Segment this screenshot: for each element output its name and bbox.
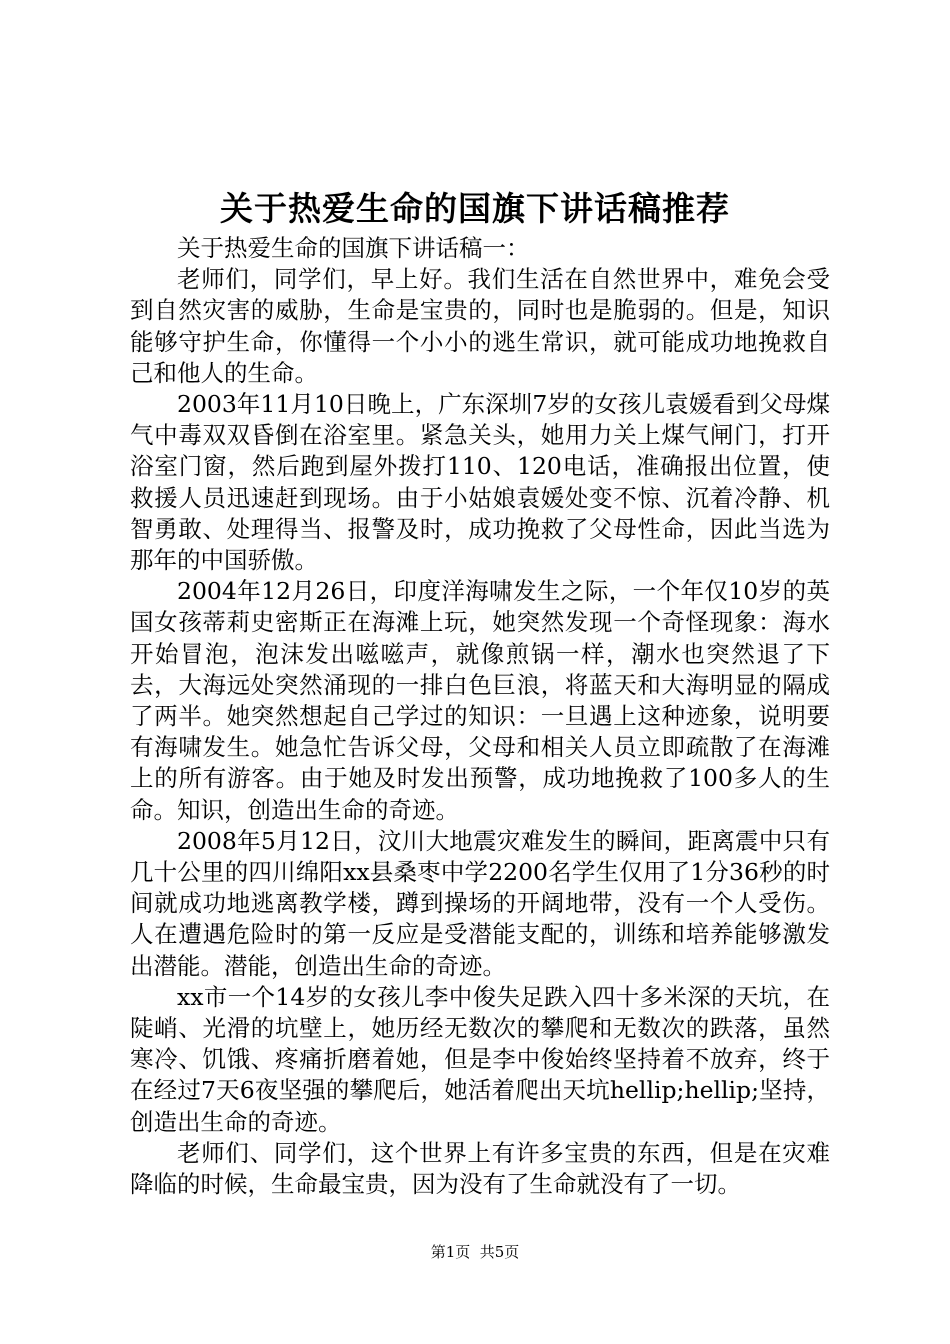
paragraph: xx市一个14岁的女孩儿李中俊失足跌入四十多米深的天坑，在陡峭、光滑的坑壁上，她历经无数次的攀爬和无数次的跌落，虽然寒冷、饥饿、疼痛折磨着她，但是李中俊始终坚持着不放弃，终于在经过7天6夜坚强的攀爬后，她活着爬出天坑hellip;hellip;坚持，创造出生命的奇迹。 — [130, 982, 830, 1136]
paragraph: 关于热爱生命的国旗下讲话稿一： — [177, 234, 530, 262]
paragraph: 老师们、同学们，这个世界上有许多宝贵的东西，但是在灾难降临的时候，生命最宝贵，因为没有了生命就没有了一切。 — [130, 1138, 830, 1199]
paragraph: 2004年12月26日，印度洋海啸发生之际，一个年仅10岁的英国女孩蒂莉史密斯正在海滩上玩，她突然发现一个奇怪现象：海水开始冒泡，泡沫发出嗞嗞声，就像煎锅一样，潮水也突然退了下去，大海远处突然涌现的一排白色巨浪，将蓝天和大海明显的隔成了两半。她突然想起自己学过的知识：一旦遇上这种迹象，说明要有海啸发生。她急忙告诉父母，父母和相关人员立即疏散了在海滩上的所有游客。由于她及时发出预警，成功地挽救了100多人的生命。知识，创造出生命的奇迹。 — [130, 577, 830, 824]
paragraph: 2008年5月12日，汶川大地震灾难发生的瞬间，距离震中只有几十公里的四川绵阳xx县桑枣中学2200名学生仅用了1分36秒的时间就成功地逃离教学楼，蹲到操场的开阔地带，没有一个人受伤。人在遭遇危险时的第一反应是受潜能支配的，训练和培养能够激发出潜能。潜能，创造出生命的奇迹。 — [130, 826, 830, 980]
paragraph: 2003年11月10日晚上，广东深圳7岁的女孩儿袁媛看到父母煤气中毒双双昏倒在浴室里。紧急关头，她用力关上煤气闸门，打开浴室门窗，然后跑到屋外拨打110、120电话，准确报出位置，使救援人员迅速赶到现场。由于小姑娘袁媛处变不惊、沉着冷静、机智勇敢、处理得当、报警及时，成功挽救了父母性命，因此当选为那年的中国骄傲。 — [130, 390, 830, 575]
page-footer — [0, 1242, 950, 1262]
document-body — [130, 233, 830, 1200]
page-number-indicator: 第1页 共5页 — [430, 1243, 520, 1261]
page-title: 关于热爱生命的国旗下讲话稿推荐 — [220, 189, 730, 228]
paragraph: 老师们，同学们，早上好。我们生活在自然世界中，难免会受到自然灾害的威胁，生命是宝贵的，同时也是脆弱的。但是，知识能够守护生命，你懂得一个小小的逃生常识，就可能成功地挽救自己和他人的生命。 — [130, 265, 830, 387]
